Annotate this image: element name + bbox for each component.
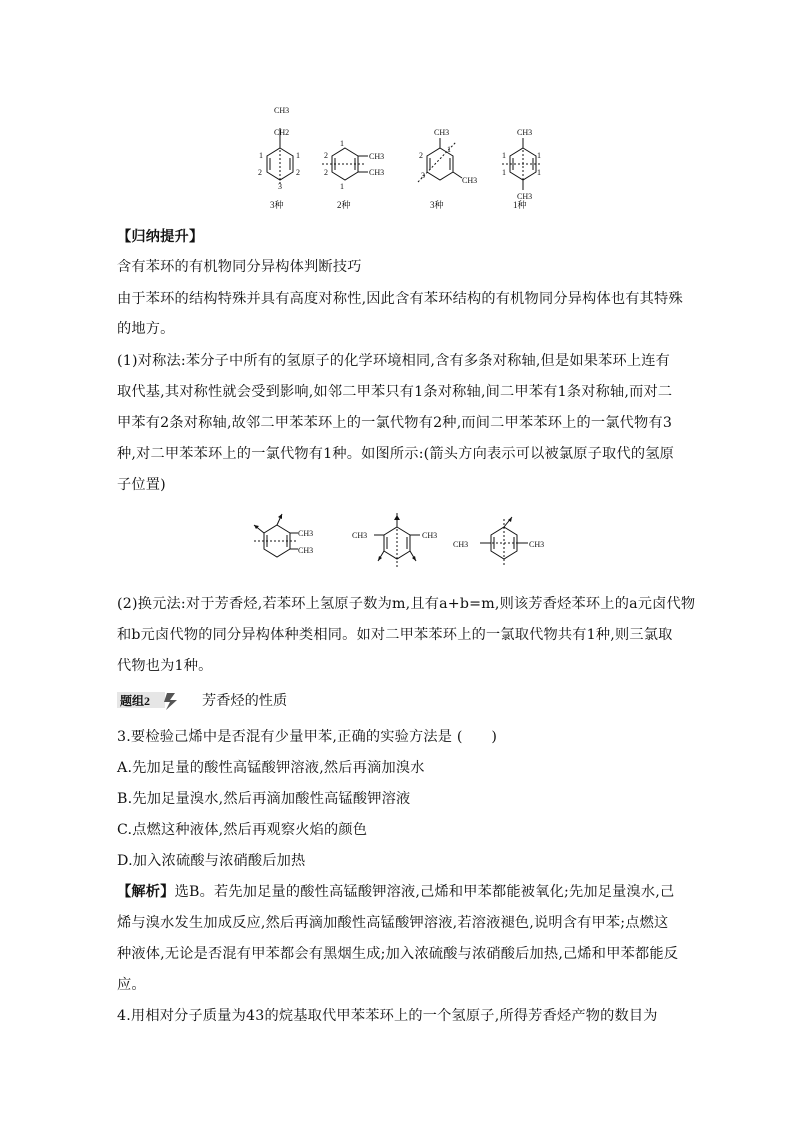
isomer-count: 1种 xyxy=(513,200,527,210)
question-stem: 3.要检验己烯中是否混有少量甲苯,正确的实验方法是 ( ) xyxy=(117,729,498,745)
o-xylene-arrows xyxy=(254,514,313,557)
paragraph-line: 取代基,其对称性就会受到影响,如邻二甲苯只有1条对称轴,间二甲苯有1条对称轴,而对二 xyxy=(117,384,673,400)
chem-label: CH3 xyxy=(369,168,385,177)
chem-label: CH3 xyxy=(369,152,385,161)
analysis-line xyxy=(117,882,685,902)
ethylbenzene-structure xyxy=(258,106,300,210)
chem-label: CH3 xyxy=(453,540,469,549)
chem-label: CH3 xyxy=(298,529,314,538)
position-number: 1 xyxy=(296,151,300,160)
chem-label: CH3 xyxy=(352,531,368,540)
m-xylene-arrows xyxy=(352,513,437,567)
m-xylene-structure xyxy=(418,128,477,210)
position-number: 1 xyxy=(502,151,506,160)
position-number: 1 xyxy=(340,182,344,191)
option-d: D.加入浓硫酸与浓硝酸后加热 xyxy=(117,853,306,869)
question-stem: 4.用相对分子质量为43的烷基取代甲苯苯环上的一个氢原子,所得芳香烃产物的数目为 xyxy=(117,1008,658,1024)
group-title: 芳香烃的性质 xyxy=(202,693,288,709)
paragraph-line: 甲苯有2条对称轴,故邻二甲苯苯环上的一氯代物有2种,而间二甲苯苯环上的一氯代物有3 xyxy=(117,415,673,431)
position-number: 1 xyxy=(502,168,506,177)
lightning-icon xyxy=(164,693,177,710)
paragraph-line: 和b元卤代物的同分异构体种类相同。如对二甲苯苯环上的一氯取代物共有1种,则三氯取 xyxy=(117,627,673,643)
analysis-label: 【解析】 xyxy=(117,884,175,900)
paragraph-line: (1)对称法:苯分子中所有的氢原子的化学环境相同,含有多条对称轴,但是如果苯环上连有 xyxy=(117,353,671,369)
section-heading: 【归纳提升】 xyxy=(117,229,204,245)
position-number: 2 xyxy=(324,168,328,177)
chem-label: CH3 xyxy=(298,546,314,555)
isomer-count: 2种 xyxy=(337,200,351,210)
p-xylene-structure xyxy=(502,128,541,210)
chem-label: CH3 xyxy=(422,531,438,540)
paragraph-line: 种,对二甲苯苯环上的一氯代物有1种。如图所示:(箭头方向表示可以被氯原子取代的氢原 xyxy=(117,446,674,462)
position-number: 1 xyxy=(537,151,541,160)
analysis-line: 应。 xyxy=(117,977,146,993)
isomer-count: 3种 xyxy=(270,200,284,210)
position-number: 1 xyxy=(537,168,541,177)
position-number: 3 xyxy=(278,182,282,191)
option-a: A.先加足量的酸性高锰酸钾溶液,然后再滴加溴水 xyxy=(117,760,425,776)
paragraph-line: 由于苯环的结构特殊并具有高度对称性,因此含有苯环结构的有机物同分异构体也有其特殊 xyxy=(117,291,683,307)
chem-label: CH3 xyxy=(517,128,533,137)
position-number: 2 xyxy=(296,168,300,177)
position-number: 1 xyxy=(259,151,263,160)
position-number: 2 xyxy=(258,168,262,177)
p-xylene-arrows xyxy=(453,517,544,567)
paragraph-line: 代物也为1种。 xyxy=(117,658,213,674)
chem-label: CH3 xyxy=(434,128,450,137)
isomer-figure-2 xyxy=(240,505,560,580)
position-number: 2 xyxy=(419,151,423,160)
chem-label: CH3 xyxy=(274,106,290,115)
paragraph-line: (2)换元法:对于芳香烃,若苯环上氢原子数为m,且有a+b=m,则该芳香烃苯环上的a元卤代物 xyxy=(117,596,696,612)
section-title: 含有苯环的有机物同分异构体判断技巧 xyxy=(117,259,362,275)
position-number: 1 xyxy=(340,139,344,148)
position-number: 3 xyxy=(421,171,425,180)
isomer-figure-1 xyxy=(240,98,540,216)
analysis-line: 种液体,无论是否混有甲苯都会有黑烟生成;加入浓硫酸与浓硝酸后加热,己烯和甲苯都能反 xyxy=(117,946,679,962)
chem-label: CH3 xyxy=(462,176,478,185)
group-badge-label: 题组2 xyxy=(120,694,151,708)
analysis-line: 烯与溴水发生加成反应,然后再滴加酸性高锰酸钾溶液,若溶液褪色,说明含有甲苯;点燃这 xyxy=(117,915,669,931)
paragraph-line: 子位置) xyxy=(117,477,166,493)
paragraph-line: 的地方。 xyxy=(117,321,175,337)
position-number: 2 xyxy=(324,151,328,160)
option-b: B.先加足量溴水,然后再滴加酸性高锰酸钾溶液 xyxy=(117,791,411,807)
analysis-text: 选B。若先加足量的酸性高锰酸钾溶液,己烯和甲苯都能被氧化;先加足量溴水,己 xyxy=(174,884,675,900)
position-number: 1 xyxy=(447,145,451,154)
chem-label: CH3 xyxy=(529,540,545,549)
chem-label: CH2 xyxy=(274,128,290,137)
group-badge xyxy=(117,689,181,711)
chem-label: CH3 xyxy=(517,192,533,201)
o-xylene-structure xyxy=(322,139,384,210)
option-c: C.点燃这种液体,然后再观察火焰的颜色 xyxy=(117,822,368,838)
isomer-count: 3种 xyxy=(430,200,444,210)
